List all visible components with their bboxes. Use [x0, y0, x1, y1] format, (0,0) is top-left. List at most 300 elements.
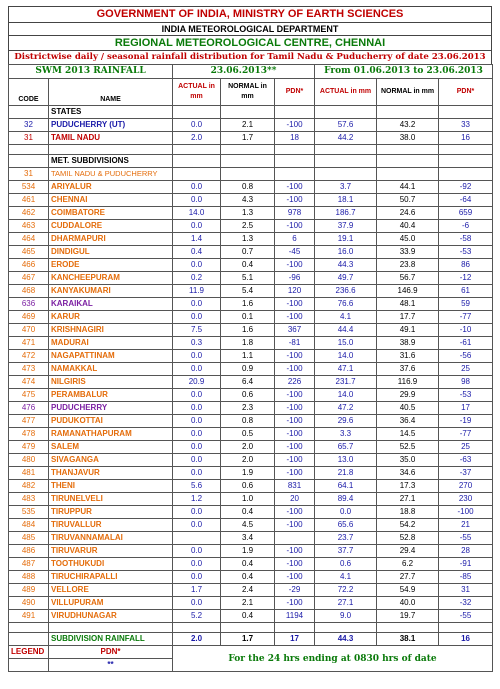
district-pdn: 226	[275, 376, 315, 389]
district-row	[9, 558, 493, 571]
district-normal-season: 17.7	[377, 311, 439, 324]
district-pdn-season: -77	[439, 311, 493, 324]
district-actual-season: 16.0	[315, 246, 377, 259]
district-pdn: -100	[275, 558, 315, 571]
states-body	[9, 119, 493, 145]
district-pdn-season: -85	[439, 571, 493, 584]
district-normal: 1.6	[221, 298, 275, 311]
district-name: DINDIGUL	[49, 246, 173, 259]
district-row	[9, 363, 493, 376]
district-row	[9, 415, 493, 428]
district-pdn-season: 270	[439, 480, 493, 493]
centre-name: REGIONAL METEOROLOGICAL CENTRE, CHENNAI	[8, 35, 492, 50]
district-pdn: -100	[275, 467, 315, 480]
district-actual-season: 72.2	[315, 584, 377, 597]
district-pdn: 831	[275, 480, 315, 493]
district-pdn-season: -77	[439, 428, 493, 441]
district-code: 468	[9, 285, 49, 298]
district-normal-season: 18.8	[377, 506, 439, 519]
district-row	[9, 259, 493, 272]
summary-row	[9, 633, 493, 646]
district-pdn	[275, 532, 315, 545]
districts-body	[9, 181, 493, 623]
district-pdn: -100	[275, 597, 315, 610]
district-row	[9, 506, 493, 519]
district-code: 461	[9, 194, 49, 207]
district-pdn-season: -32	[439, 597, 493, 610]
summary-name: SUBDIVISION RAINFALL	[49, 633, 173, 646]
district-code: 470	[9, 324, 49, 337]
district-normal-season: 50.7	[377, 194, 439, 207]
department-name: INDIA METEOROLOGICAL DEPARTMENT	[8, 22, 492, 35]
district-normal: 1.1	[221, 350, 275, 363]
district-actual: 0.3	[173, 337, 221, 350]
district-code: 489	[9, 584, 49, 597]
col-actual-season: ACTUAL in mm	[315, 79, 377, 106]
district-code: 474	[9, 376, 49, 389]
district-code: 478	[9, 428, 49, 441]
district-pdn: 120	[275, 285, 315, 298]
district-actual: 0.0	[173, 194, 221, 207]
district-normal: 2.3	[221, 402, 275, 415]
met-heading-row	[9, 155, 493, 168]
district-normal: 0.6	[221, 389, 275, 402]
district-normal-season: 33.9	[377, 246, 439, 259]
district-name: PERAMBALUR	[49, 389, 173, 402]
district-name: SIVAGANGA	[49, 454, 173, 467]
district-code: 473	[9, 363, 49, 376]
district-pdn-season: -55	[439, 610, 493, 623]
district-code: 486	[9, 545, 49, 558]
district-pdn-season: -53	[439, 246, 493, 259]
district-pdn: -96	[275, 272, 315, 285]
district-normal: 2.5	[221, 220, 275, 233]
subdivision-name: TAMIL NADU & PUDUCHERRY	[49, 168, 173, 181]
district-actual: 0.0	[173, 389, 221, 402]
district-normal-season: 37.6	[377, 363, 439, 376]
col-name: NAME	[49, 79, 173, 106]
district-row	[9, 402, 493, 415]
district-actual: 0.0	[173, 428, 221, 441]
district-actual-season: 47.2	[315, 402, 377, 415]
district-actual: 0.0	[173, 571, 221, 584]
district-pdn: 367	[275, 324, 315, 337]
district-pdn: -100	[275, 402, 315, 415]
district-name: KARAIKAL	[49, 298, 173, 311]
district-code: 467	[9, 272, 49, 285]
district-normal-season: 6.2	[377, 558, 439, 571]
district-pdn: 1194	[275, 610, 315, 623]
district-actual-season: 186.7	[315, 207, 377, 220]
district-pdn: -45	[275, 246, 315, 259]
district-actual: 0.0	[173, 259, 221, 272]
district-row	[9, 207, 493, 220]
district-normal-season: 54.2	[377, 519, 439, 532]
district-name: TIRUPPUR	[49, 506, 173, 519]
district-actual	[173, 532, 221, 545]
district-code: 477	[9, 415, 49, 428]
district-normal: 0.4	[221, 571, 275, 584]
district-normal: 0.1	[221, 311, 275, 324]
district-row	[9, 233, 493, 246]
district-name: ERODE	[49, 259, 173, 272]
district-name: KANCHEEPURAM	[49, 272, 173, 285]
district-actual-season: 76.6	[315, 298, 377, 311]
district-pdn: 6	[275, 233, 315, 246]
district-actual: 0.0	[173, 220, 221, 233]
state-actual: 2.0	[173, 132, 221, 145]
rainfall-table	[8, 64, 493, 672]
state-normal: 1.7	[221, 132, 275, 145]
district-name: THANJAVUR	[49, 467, 173, 480]
district-actual: 11.9	[173, 285, 221, 298]
district-actual: 0.0	[173, 519, 221, 532]
district-actual-season: 37.9	[315, 220, 377, 233]
district-normal-season: 27.7	[377, 571, 439, 584]
district-name: NAGAPATTINAM	[49, 350, 173, 363]
district-actual-season: 27.1	[315, 597, 377, 610]
district-pdn-season: 31	[439, 584, 493, 597]
district-name: VELLORE	[49, 584, 173, 597]
period-band	[9, 65, 493, 79]
district-name: TIRUNELVELI	[49, 493, 173, 506]
district-actual: 7.5	[173, 324, 221, 337]
state-actual-season: 57.6	[315, 119, 377, 132]
legend-label: LEGEND	[9, 646, 49, 659]
district-pdn: -100	[275, 311, 315, 324]
state-name: PUDUCHERRY (UT)	[49, 119, 173, 132]
district-actual-season: 4.1	[315, 311, 377, 324]
district-actual: 20.9	[173, 376, 221, 389]
district-row	[9, 493, 493, 506]
district-normal-season: 40.4	[377, 220, 439, 233]
district-normal-season: 54.9	[377, 584, 439, 597]
state-row	[9, 119, 493, 132]
district-row	[9, 467, 493, 480]
district-normal-season: 29.9	[377, 389, 439, 402]
district-code: 488	[9, 571, 49, 584]
district-normal: 5.1	[221, 272, 275, 285]
district-name: VILLUPURAM	[49, 597, 173, 610]
district-normal-season: 48.1	[377, 298, 439, 311]
district-name: KANYAKUMARI	[49, 285, 173, 298]
district-normal: 1.6	[221, 324, 275, 337]
district-code: 466	[9, 259, 49, 272]
district-normal-season: 44.1	[377, 181, 439, 194]
district-normal-season: 17.3	[377, 480, 439, 493]
district-normal: 3.4	[221, 532, 275, 545]
district-pdn-season: -63	[439, 454, 493, 467]
district-normal-season: 38.9	[377, 337, 439, 350]
state-pdn: -100	[275, 119, 315, 132]
district-row	[9, 194, 493, 207]
rainfall-report	[8, 6, 492, 672]
district-name: COIMBATORE	[49, 207, 173, 220]
district-code: 481	[9, 467, 49, 480]
district-actual-season: 15.0	[315, 337, 377, 350]
district-actual-season: 29.6	[315, 415, 377, 428]
district-code: 483	[9, 493, 49, 506]
district-actual: 0.0	[173, 298, 221, 311]
met-heading: MET. SUBDIVISIONS	[49, 155, 173, 168]
state-pdn-season: 16	[439, 132, 493, 145]
district-normal-season: 31.6	[377, 350, 439, 363]
district-row	[9, 337, 493, 350]
district-code: 463	[9, 220, 49, 233]
col-pdn: PDN*	[275, 79, 315, 106]
district-name: DHARMAPURI	[49, 233, 173, 246]
district-row	[9, 389, 493, 402]
district-name: TIRUVALLUR	[49, 519, 173, 532]
report-title: GOVERNMENT OF INDIA, MINISTRY OF EARTH SCIENCES	[8, 6, 492, 22]
district-name: VIRUDHUNAGAR	[49, 610, 173, 623]
state-normal: 2.1	[221, 119, 275, 132]
district-actual-season: 3.3	[315, 428, 377, 441]
district-pdn: -29	[275, 584, 315, 597]
district-code: 485	[9, 532, 49, 545]
district-normal-season: 40.5	[377, 402, 439, 415]
district-pdn-season: 21	[439, 519, 493, 532]
district-actual: 0.0	[173, 558, 221, 571]
district-pdn-season: 86	[439, 259, 493, 272]
district-code: 465	[9, 246, 49, 259]
district-row	[9, 220, 493, 233]
district-actual-season: 47.1	[315, 363, 377, 376]
district-pdn: -100	[275, 350, 315, 363]
district-actual: 1.7	[173, 584, 221, 597]
district-pdn-season: 61	[439, 285, 493, 298]
district-pdn-season: 25	[439, 363, 493, 376]
district-normal: 4.3	[221, 194, 275, 207]
district-row	[9, 181, 493, 194]
district-actual: 0.0	[173, 454, 221, 467]
state-normal-season: 43.2	[377, 119, 439, 132]
district-normal-season: 45.0	[377, 233, 439, 246]
district-pdn-season: 659	[439, 207, 493, 220]
district-name: ARIYALUR	[49, 181, 173, 194]
district-code: 464	[9, 233, 49, 246]
state-row	[9, 132, 493, 145]
district-code: 482	[9, 480, 49, 493]
district-pdn-season: -100	[439, 506, 493, 519]
district-normal: 0.4	[221, 259, 275, 272]
district-row	[9, 532, 493, 545]
district-row	[9, 272, 493, 285]
district-actual-season: 23.7	[315, 532, 377, 545]
district-code: 484	[9, 519, 49, 532]
district-actual-season: 65.6	[315, 519, 377, 532]
col-actual: ACTUAL in mm	[173, 79, 221, 106]
district-actual-season: 65.7	[315, 441, 377, 454]
district-name: NILGIRIS	[49, 376, 173, 389]
district-actual: 0.0	[173, 441, 221, 454]
district-row	[9, 571, 493, 584]
district-code: 476	[9, 402, 49, 415]
column-headers	[9, 79, 493, 106]
district-actual-season: 14.0	[315, 350, 377, 363]
district-code: 472	[9, 350, 49, 363]
district-normal: 0.8	[221, 415, 275, 428]
district-actual-season: 14.0	[315, 389, 377, 402]
district-name: CUDDALORE	[49, 220, 173, 233]
district-actual-season: 21.8	[315, 467, 377, 480]
district-normal: 0.5	[221, 428, 275, 441]
district-pdn-season: -37	[439, 467, 493, 480]
district-code: 534	[9, 181, 49, 194]
district-normal: 1.3	[221, 233, 275, 246]
district-pdn-season: -53	[439, 389, 493, 402]
state-pdn-season: 33	[439, 119, 493, 132]
district-pdn: -100	[275, 454, 315, 467]
district-normal: 0.8	[221, 181, 275, 194]
subdivision-code: 31	[9, 168, 49, 181]
district-actual-season: 0.0	[315, 506, 377, 519]
district-row	[9, 428, 493, 441]
district-row	[9, 285, 493, 298]
district-actual-season: 44.3	[315, 259, 377, 272]
states-heading: STATES	[49, 106, 173, 119]
district-pdn: -100	[275, 259, 315, 272]
district-name: CHENNAI	[49, 194, 173, 207]
district-pdn: -100	[275, 519, 315, 532]
district-normal-season: 14.5	[377, 428, 439, 441]
district-name: THENI	[49, 480, 173, 493]
district-actual-season: 231.7	[315, 376, 377, 389]
state-actual-season: 44.2	[315, 132, 377, 145]
district-actual-season: 18.1	[315, 194, 377, 207]
district-normal: 5.4	[221, 285, 275, 298]
state-name: TAMIL NADU	[49, 132, 173, 145]
district-row	[9, 298, 493, 311]
district-actual: 0.0	[173, 415, 221, 428]
district-actual-season: 49.7	[315, 272, 377, 285]
district-pdn-season: -10	[439, 324, 493, 337]
district-row	[9, 545, 493, 558]
district-actual-season: 13.0	[315, 454, 377, 467]
district-normal-season: 40.0	[377, 597, 439, 610]
district-normal: 2.0	[221, 454, 275, 467]
daily-date: 23.06.2013**	[173, 65, 315, 79]
district-pdn-season: 98	[439, 376, 493, 389]
district-normal-season: 23.8	[377, 259, 439, 272]
district-row	[9, 519, 493, 532]
district-normal: 2.4	[221, 584, 275, 597]
district-normal: 0.9	[221, 363, 275, 376]
district-actual: 0.0	[173, 506, 221, 519]
district-pdn-season: 17	[439, 402, 493, 415]
spacer-row	[9, 145, 493, 155]
district-code: 487	[9, 558, 49, 571]
district-pdn: -100	[275, 506, 315, 519]
district-name: SALEM	[49, 441, 173, 454]
district-normal-season: 56.7	[377, 272, 439, 285]
district-row	[9, 350, 493, 363]
summary-actual-season: 44.3	[315, 633, 377, 646]
district-actual: 0.0	[173, 597, 221, 610]
season-range: From 01.06.2013 to 23.06.2013	[315, 65, 493, 79]
district-actual-season: 4.1	[315, 571, 377, 584]
district-name: TIRUVANNAMALAI	[49, 532, 173, 545]
district-actual: 5.6	[173, 480, 221, 493]
district-name: PUDUKOTTAI	[49, 415, 173, 428]
district-name: PUDUCHERRY	[49, 402, 173, 415]
state-pdn: 18	[275, 132, 315, 145]
district-normal-season: 24.6	[377, 207, 439, 220]
district-pdn-season: 230	[439, 493, 493, 506]
district-name: NAMAKKAL	[49, 363, 173, 376]
state-normal-season: 38.0	[377, 132, 439, 145]
district-normal-season: 116.9	[377, 376, 439, 389]
district-pdn-season: -12	[439, 272, 493, 285]
district-normal-season: 49.1	[377, 324, 439, 337]
legend-note: For the 24 hrs ending at 0830 hrs of date	[173, 646, 493, 672]
district-row	[9, 324, 493, 337]
district-code: 535	[9, 506, 49, 519]
district-pdn-season: 25	[439, 441, 493, 454]
district-pdn: -81	[275, 337, 315, 350]
district-code: 475	[9, 389, 49, 402]
district-actual: 0.0	[173, 402, 221, 415]
district-pdn-season: 28	[439, 545, 493, 558]
district-normal-season: 27.1	[377, 493, 439, 506]
district-normal: 1.9	[221, 467, 275, 480]
district-name: TIRUVARUR	[49, 545, 173, 558]
legend-pdn: PDN*	[49, 646, 173, 659]
legend-row	[9, 646, 493, 659]
col-code: CODE	[9, 79, 49, 106]
district-pdn-season: -61	[439, 337, 493, 350]
subdivision-row	[9, 168, 493, 181]
district-normal: 1.8	[221, 337, 275, 350]
district-pdn: -100	[275, 415, 315, 428]
district-row	[9, 584, 493, 597]
district-pdn-season: -56	[439, 350, 493, 363]
district-actual-season: 19.1	[315, 233, 377, 246]
district-code: 490	[9, 597, 49, 610]
district-normal: 1.3	[221, 207, 275, 220]
state-code: 31	[9, 132, 49, 145]
district-normal-season: 29.4	[377, 545, 439, 558]
district-actual-season: 9.0	[315, 610, 377, 623]
district-code: 469	[9, 311, 49, 324]
district-code: 491	[9, 610, 49, 623]
district-pdn-season: -55	[439, 532, 493, 545]
district-name: KARUR	[49, 311, 173, 324]
district-pdn: -100	[275, 441, 315, 454]
district-code: 479	[9, 441, 49, 454]
district-normal: 4.5	[221, 519, 275, 532]
district-actual: 0.0	[173, 350, 221, 363]
district-normal: 0.6	[221, 480, 275, 493]
district-actual-season: 0.6	[315, 558, 377, 571]
district-actual-season: 236.6	[315, 285, 377, 298]
district-normal-season: 35.0	[377, 454, 439, 467]
district-pdn: 20	[275, 493, 315, 506]
district-actual: 5.2	[173, 610, 221, 623]
district-actual-season: 44.4	[315, 324, 377, 337]
district-code: 480	[9, 454, 49, 467]
district-pdn-season: -58	[439, 233, 493, 246]
district-name: KRISHNAGIRI	[49, 324, 173, 337]
district-pdn-season: -19	[439, 415, 493, 428]
col-normal: NORMAL in mm	[221, 79, 275, 106]
district-pdn: -100	[275, 298, 315, 311]
season-label: SWM 2013 RAINFALL	[9, 65, 173, 79]
summary-pdn-season: 16	[439, 633, 493, 646]
district-normal-season: 52.5	[377, 441, 439, 454]
col-pdn-season: PDN*	[439, 79, 493, 106]
legend-stars: **	[49, 659, 173, 672]
